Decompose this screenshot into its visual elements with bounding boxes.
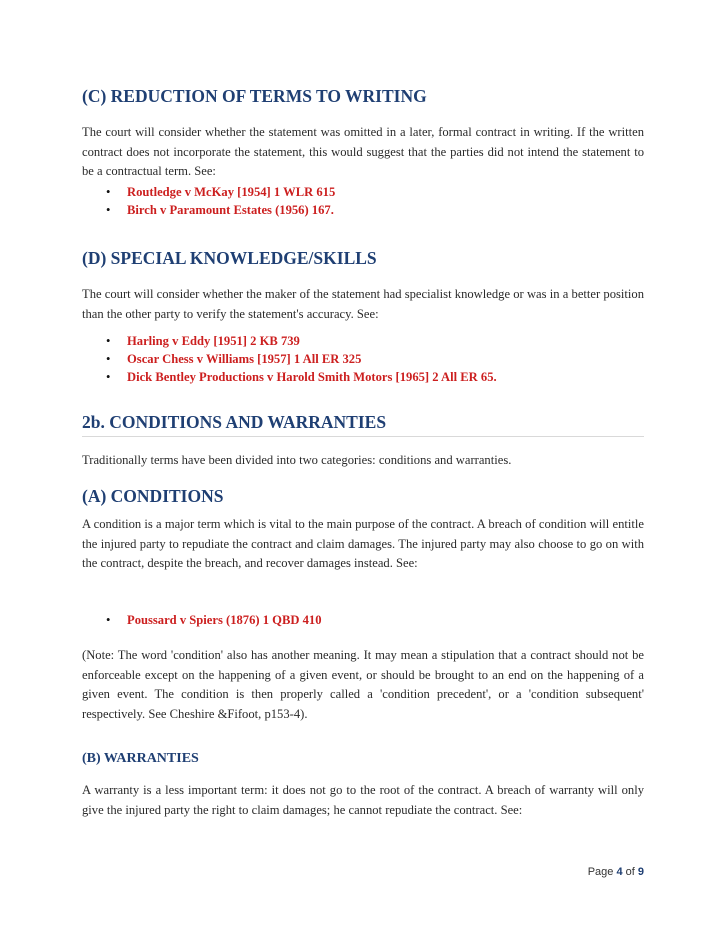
case-item (104, 332, 644, 350)
bullet-icon: • (106, 352, 111, 366)
case-item (104, 611, 644, 629)
section-2b-text: Traditionally terms have been divided into two categories: conditions and warranties. (82, 453, 512, 467)
section-a-note: (Note: The word 'condition' also has another meaning. It may mean a stipulation that a contract should not be enforceable except on the happening of a given event, or should be brought to an end on the happening of a given event. The condition is then properly called a 'condition precedent', or a 'condition subsequent' respectively. See Cheshire &Fifoot, p153-4). (82, 648, 644, 722)
bullet-icon: • (106, 334, 111, 348)
case-citation: Poussard v Spiers (1876) 1 QBD 410 (127, 613, 322, 627)
case-citation: Birch v Paramount Estates (1956) 167. (127, 203, 334, 217)
page-footer (0, 866, 644, 878)
section-d-heading: (D) SPECIAL KNOWLEDGE/SKILLS (82, 248, 377, 268)
section-b-text: A warranty is a less important term: it does not go to the root of the contract. A breach of warranty will only give the injured party the right to claim damages; he cannot repudiate the contract. See: (82, 783, 644, 817)
bullet-icon: • (106, 203, 111, 217)
section-2b-heading: 2b. CONDITIONS AND WARRANTIES (82, 412, 387, 432)
case-citation: Routledge v McKay [1954] 1 WLR 615 (127, 185, 336, 199)
case-citation: Oscar Chess v Williams [1957] 1 All ER 325 (127, 352, 362, 366)
section-a-case-list (82, 611, 644, 629)
bullet-icon: • (106, 370, 111, 384)
case-item (104, 368, 644, 386)
current-page-number: 4 (616, 866, 623, 878)
footer-prefix: Page (587, 866, 617, 878)
section-d-text: The court will consider whether the maker of the statement had specialist knowledge or was in a better position than the other party to verify the statement's accuracy. See: (82, 287, 644, 321)
bullet-icon: • (106, 185, 111, 199)
case-item (104, 183, 644, 201)
bullet-icon: • (106, 613, 111, 627)
case-citation: Dick Bentley Productions v Harold Smith Motors [1965] 2 All ER 65. (127, 370, 497, 384)
section-d-case-list (82, 332, 644, 386)
total-page-number: 9 (637, 866, 644, 878)
footer-of: of (622, 866, 638, 878)
case-item (104, 201, 644, 219)
section-a-text: A condition is a major term which is vital to the main purpose of the contract. A breach of condition will entitle the injured party to repudiate the contract and claim damages. The injured party may also choose to go on with the contract, despite the breach, and recover damages instead. See: (82, 517, 644, 571)
section-c-case-list (82, 183, 644, 219)
section-2b-heading-rule (82, 411, 644, 437)
section-c-text: The court will consider whether the statement was omitted in a later, formal contract in writing. If the written contract does not incorporate the statement, this would suggest that the parties did not intend the statement to be a contractual term. See: (82, 125, 644, 179)
case-item (104, 350, 644, 368)
case-citation: Harling v Eddy [1951] 2 KB 739 (127, 334, 300, 348)
section-a-heading: (A) CONDITIONS (82, 486, 224, 506)
section-b-heading: (B) WARRANTIES (82, 751, 199, 766)
section-c-heading: (C) REDUCTION OF TERMS TO WRITING (82, 86, 427, 106)
